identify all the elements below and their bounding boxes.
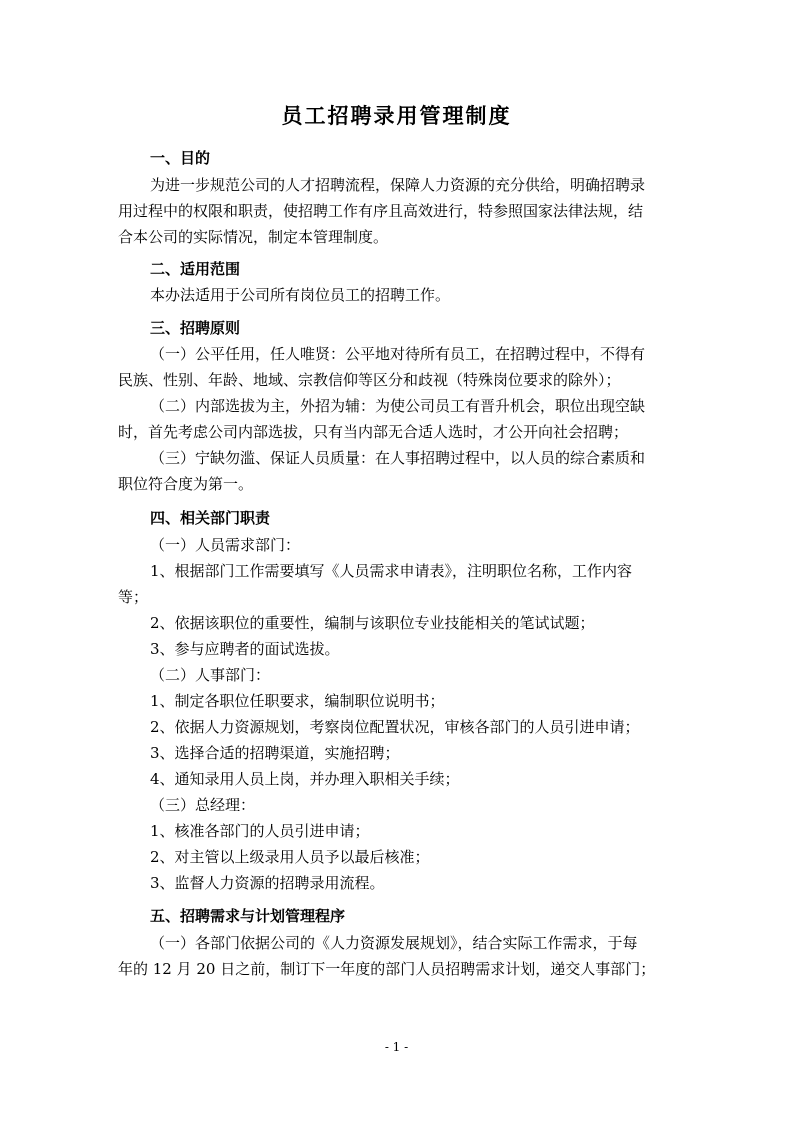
paragraph-line: 合本公司的实际情况，制定本管理制度。 [118, 228, 389, 246]
paragraph-line: （一）公平任用，任人唯贤：公平地对待所有员工，在招聘过程中，不得有 [150, 345, 646, 363]
list-item: 1、根据部门工作需要填写《人员需求申请表》，注明职位名称，工作内容 [150, 562, 633, 580]
section-5-heading: 五、招聘需求与计划管理程序 [150, 907, 346, 925]
list-item: 1、核准各部门的人员引进申请； [150, 822, 370, 840]
page-number: - 1 - [384, 1040, 409, 1054]
document-title: 员工招聘录用管理制度 [281, 103, 512, 128]
list-item: 3、监督人力资源的招聘录用流程。 [150, 874, 385, 892]
section-3-heading: 三、招聘原则 [150, 319, 241, 337]
section-4-heading: 四、相关部门职责 [150, 509, 271, 527]
list-item: 3、参与应聘者的面试选拔。 [150, 640, 340, 658]
section-2-heading: 二、适用范围 [150, 260, 241, 278]
list-item: 2、对主管以上级录用人员予以最后核准； [150, 848, 430, 866]
list-item: 2、依据人力资源规划，考察岗位配置状况，审核各部门的人员引进申请； [150, 718, 640, 736]
paragraph-line: （二）内部选拔为主，外招为辅：为使公司员工有晋升机会，职位出现空缺 [150, 397, 646, 415]
paragraph-line: 用过程中的权限和职责，使招聘工作有序且高效进行，特参照国家法律法规，结 [118, 202, 644, 220]
paragraph-line: 职位符合度为第一。 [118, 475, 254, 493]
paragraph-line: 年的 12 月 20 日之前，制订下一年度的部门人员招聘需求计划，递交人事部门； [118, 960, 656, 978]
subsection-title: （二）人事部门： [150, 666, 271, 684]
section-1-heading: 一、目的 [150, 149, 211, 167]
paragraph-line: 本办法适用于公司所有岗位员工的招聘工作。 [150, 286, 451, 304]
subsection-title: （一）人员需求部门： [150, 536, 301, 554]
subsection-title: （三）总经理： [150, 796, 256, 814]
paragraph-line: 为进一步规范公司的人才招聘流程，保障人力资源的充分供给，明确招聘录 [150, 176, 646, 194]
paragraph-line: （三）宁缺勿滥、保证人员质量：在人事招聘过程中，以人员的综合素质和 [150, 449, 646, 467]
list-item: 等； [118, 588, 149, 606]
list-item: 1、制定各职位任职要求，编制职位说明书； [150, 692, 445, 710]
paragraph-line: 时，首先考虑公司内部选拔，只有当内部无合适人选时，才公开向社会招聘； [118, 423, 629, 441]
list-item: 4、通知录用人员上岗，并办理入职相关手续； [150, 770, 460, 788]
paragraph-line: 民族、性别、年龄、地域、宗教信仰等区分和歧视（特殊岗位要求的除外）； [118, 371, 621, 389]
paragraph-line: （一）各部门依据公司的《人力资源发展规划》，结合实际工作需求，于每 [150, 934, 638, 952]
list-item: 2、依据该职位的重要性，编制与该职位专业技能相关的笔试试题； [150, 614, 595, 632]
list-item: 3、选择合适的招聘渠道，实施招聘； [150, 744, 400, 762]
